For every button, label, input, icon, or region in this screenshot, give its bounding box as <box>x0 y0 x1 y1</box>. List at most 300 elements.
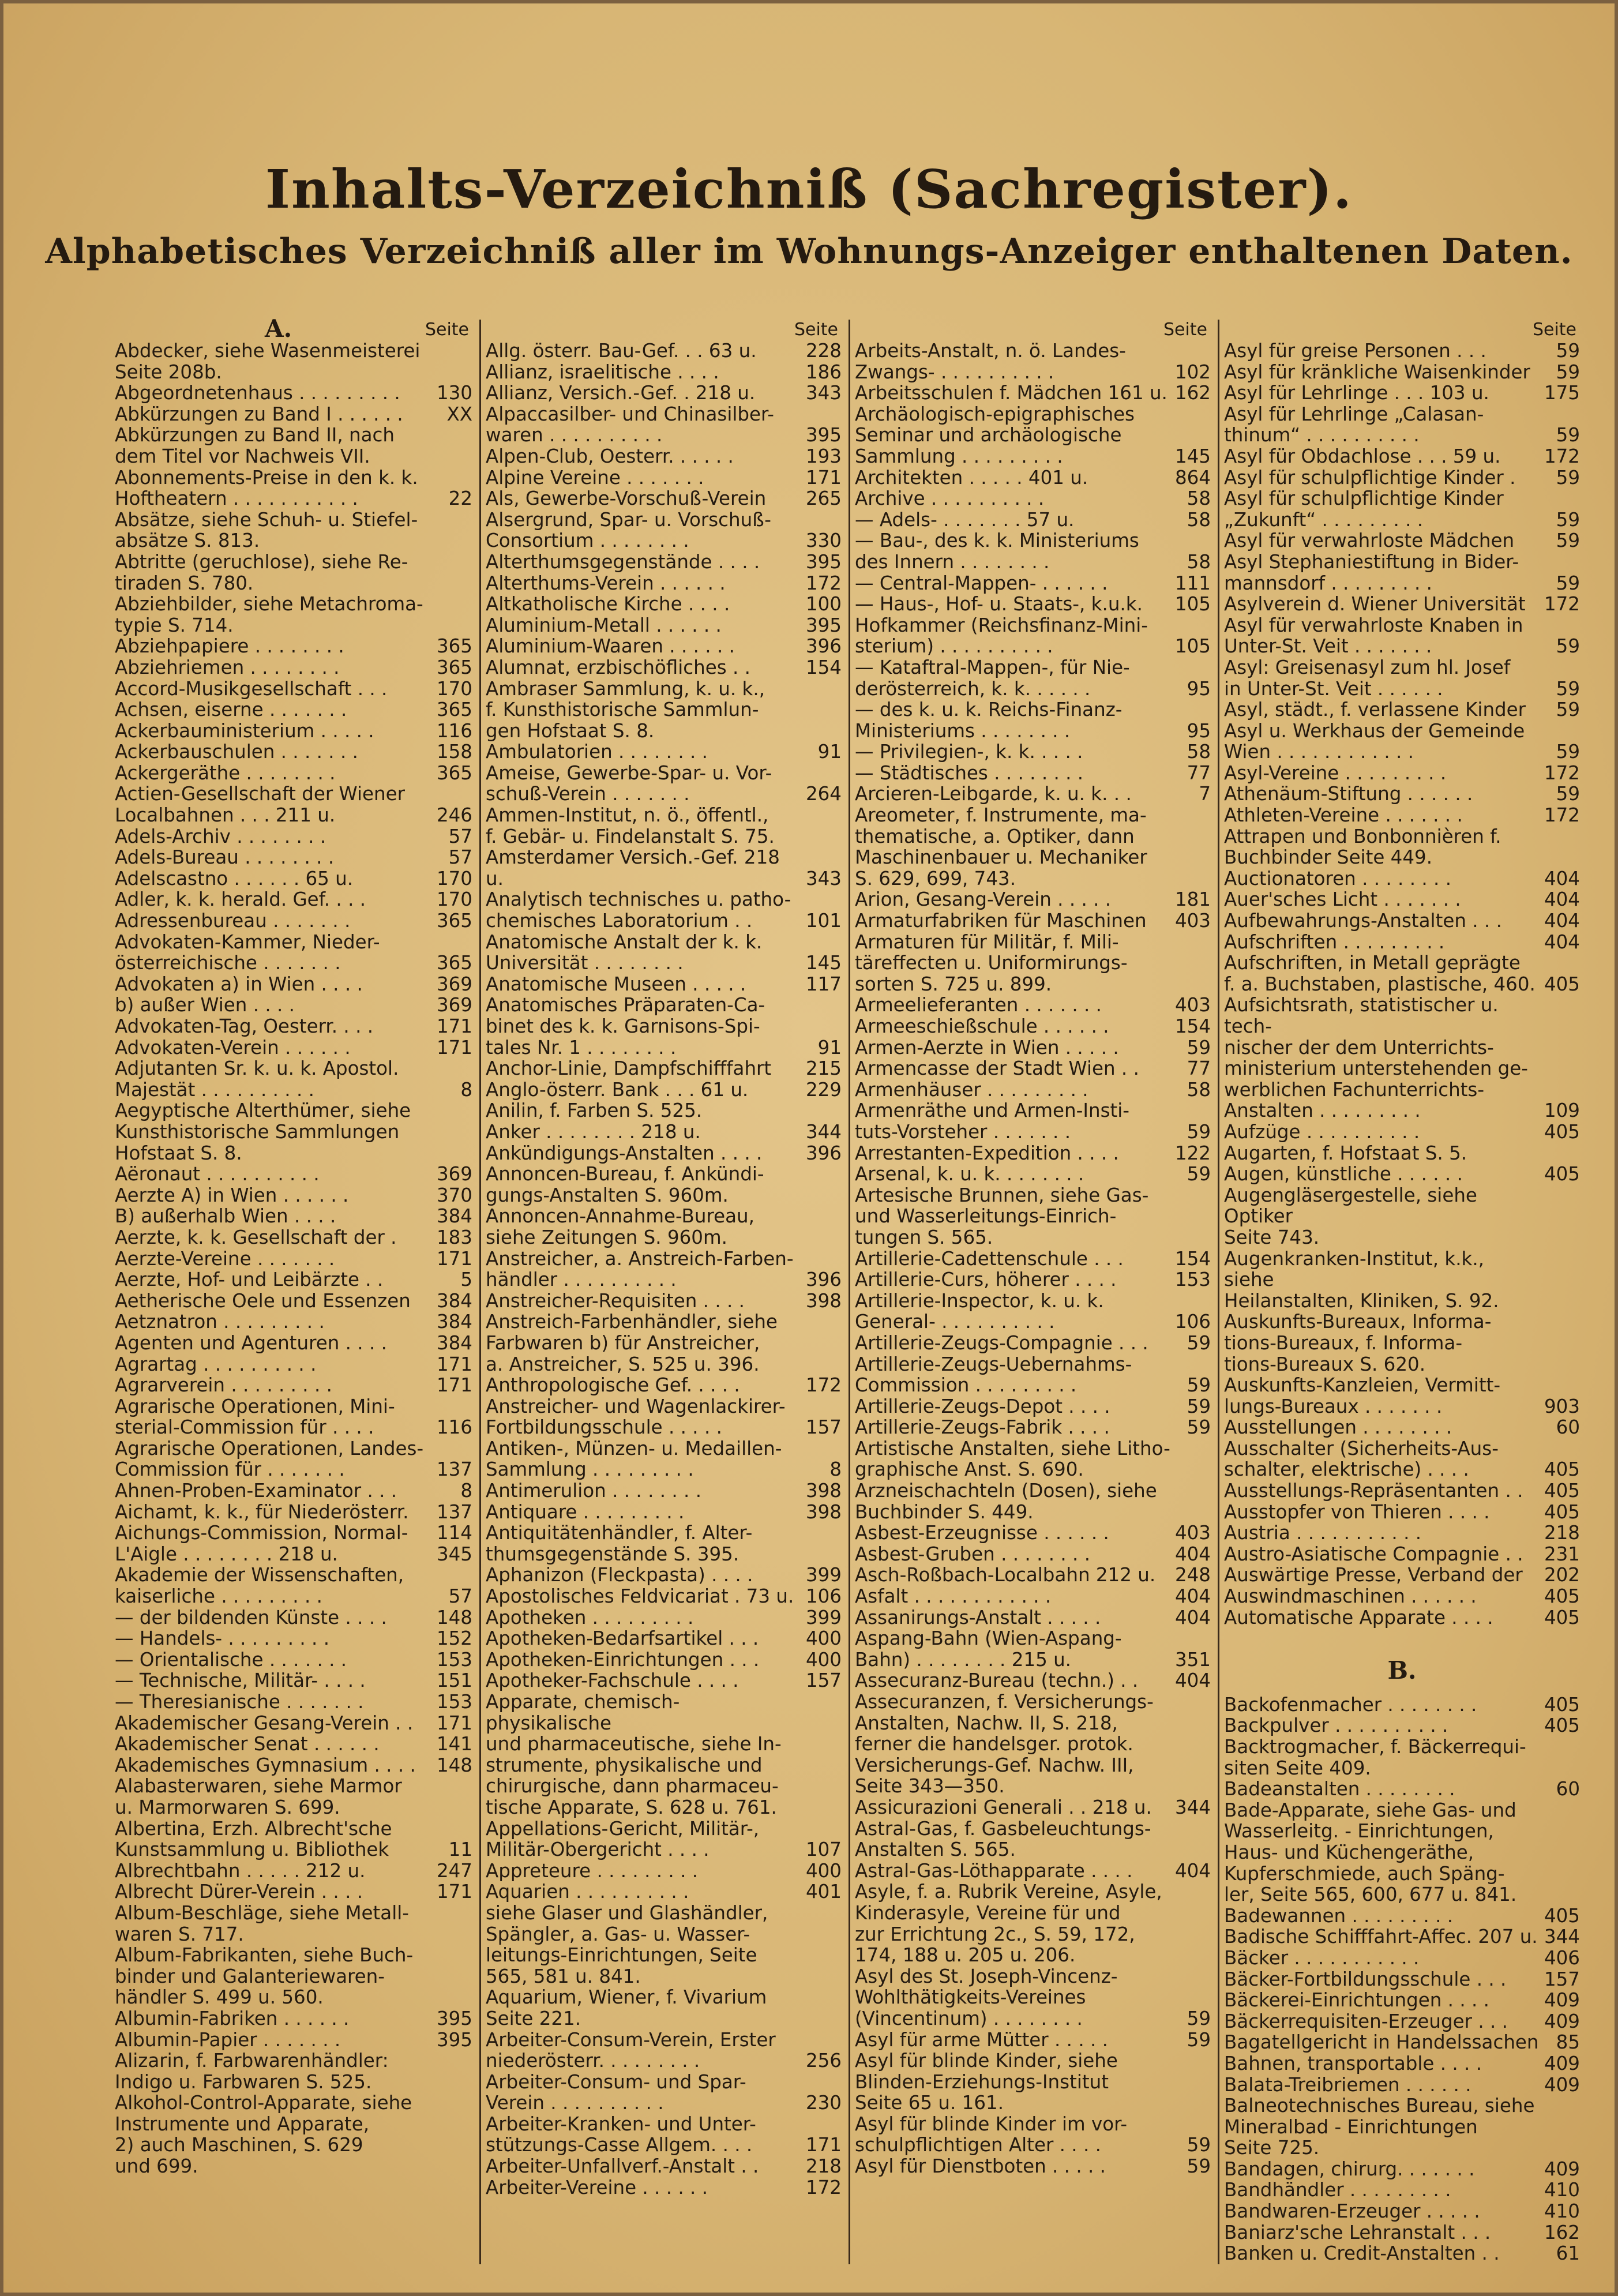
entry-page: 171 <box>436 1881 472 1903</box>
entry-page: 91 <box>817 1036 842 1059</box>
entry-text: Badische Schifffahrt-Affec. 207 u. <box>1224 1926 1538 1948</box>
entry-text: Apotheken . . . . . . . . . <box>486 1606 694 1629</box>
index-entry <box>115 721 472 742</box>
index-entry <box>855 573 1211 594</box>
index-entry <box>115 1522 472 1544</box>
entry-text: Asyl, städt., f. verlassene Kinder <box>1224 699 1526 721</box>
index-entry <box>1224 2095 1580 2159</box>
entry-text: Augengläsergestelle, siehe Optiker Seite 743. <box>1224 1184 1477 1248</box>
entry-text: Advokaten-Verein . . . . . . <box>115 1036 351 1059</box>
index-entry <box>855 1417 1211 1438</box>
entry-page: 59 <box>1556 508 1580 531</box>
index-entry <box>855 1396 1211 1417</box>
entry-page: 230 <box>805 2092 842 2114</box>
entry-page: 59 <box>1556 783 1580 805</box>
index-entry <box>855 2050 1211 2114</box>
entry-page: 130 <box>436 382 472 404</box>
entry-page: 384 <box>436 1311 472 1333</box>
index-entry <box>115 1333 472 1354</box>
index-entry <box>115 657 472 678</box>
index-entry <box>855 1881 1211 1965</box>
entry-page: 59 <box>1556 361 1580 383</box>
entry-page: 172 <box>805 1374 842 1397</box>
entry-text: Arbeiter-Consum- und Spar- Verein . . . . . . . . . . <box>486 2070 746 2114</box>
entry-text: — Bau-, des k. k. Ministeriums des Innern . . . . . . . . <box>855 530 1139 573</box>
entry-text: Asyl für Lehrlinge „Calasan- thinum“ . . . . . . . . . . <box>1224 403 1484 447</box>
entry-page: 59 <box>1556 699 1580 721</box>
index-entry <box>115 678 472 700</box>
entry-page: 171 <box>805 466 842 489</box>
entry-page: 59 <box>1187 1416 1211 1439</box>
index-entry <box>115 699 472 721</box>
entry-text: Aegyptische Alterthümer, siehe Kunsthistorische Sammlungen Hofstaat S. 8. <box>115 1100 411 1164</box>
entry-page: 170 <box>436 677 472 700</box>
entry-text: Augenkranken-Institut, k.k., siehe Heilanstalten, Kliniken, S. 92. <box>1224 1247 1499 1312</box>
entry-text: Balata-Treibriemen . . . . . . <box>1224 2073 1471 2096</box>
entry-page: 365 <box>436 656 472 678</box>
entry-page: 405 <box>1544 1480 1580 1502</box>
index-entry <box>855 1586 1211 1607</box>
entry-page: 60 <box>1556 1416 1580 1439</box>
entry-page: 400 <box>805 1648 842 1671</box>
entry-page: 59 <box>1187 2028 1211 2051</box>
entry-text: Asyl: Greisenasyl zum hl. Josef in Unter-St. Veit . . . . . . <box>1224 656 1511 700</box>
entry-page: 109 <box>1544 1100 1580 1122</box>
entry-page: 406 <box>1544 1946 1580 1969</box>
index-entry <box>115 1058 472 1100</box>
entry-page: 172 <box>1544 445 1580 467</box>
index-entry <box>486 1860 842 1882</box>
entry-text: Ausstellungen . . . . . . . . <box>1224 1416 1452 1439</box>
entry-text: Ausstopfer von Thieren . . . . <box>1224 1500 1490 1523</box>
entry-text: Artillerie-Curs, höherer . . . . <box>855 1269 1117 1291</box>
index-entry <box>486 1206 842 1248</box>
entry-page: 7 <box>1199 783 1211 805</box>
index-entry <box>486 362 842 383</box>
entry-text: Ausschalter (Sicherheits-Aus- schalter, elektrische) . . . . <box>1224 1437 1499 1481</box>
entry-page: 59 <box>1556 572 1580 594</box>
entry-text: Asyl u. Werkhaus der Gemeinde Wien . . . . . . . . . . . . <box>1224 719 1525 763</box>
entry-page: 395 <box>805 550 842 573</box>
index-entry <box>855 805 1211 889</box>
entry-text: Auswindmaschinen . . . . . . <box>1224 1585 1477 1608</box>
entry-text: Architekten . . . . . 401 u. <box>855 466 1088 489</box>
entry-text: Anatomisches Präparaten-Ca- binet des k. k. Garnisons-Spi- tales Nr. 1 . . . . . . . . <box>486 994 765 1059</box>
entry-text: Akademischer Senat . . . . . . <box>115 1733 380 1755</box>
entry-text: Agrartag . . . . . . . . . . <box>115 1353 317 1375</box>
entry-page: 175 <box>1544 382 1580 404</box>
index-entry <box>1224 952 1580 995</box>
entry-text: Advokaten-Tag, Oesterr. . . . <box>115 1015 374 1037</box>
entry-text: Artillerie-Zeugs-Fabrik . . . . <box>855 1416 1110 1439</box>
entry-text: Auskunfts-Kanzleien, Vermitt- lungs-Bureaux . . . . . . . <box>1224 1374 1501 1417</box>
entry-text: Asfalt . . . . . . . . . . . . <box>855 1585 1052 1608</box>
index-entry <box>1224 340 1580 362</box>
entry-text: Apostolisches Feldvicariat . 73 u. <box>486 1585 794 1608</box>
entry-page: 400 <box>805 1627 842 1650</box>
entry-text: Anilin, f. Farben S. 525. <box>486 1100 703 1122</box>
entry-text: Arbeits-Anstalt, n. ö. Landes- Zwangs- . . . . . . . . . . <box>855 340 1126 383</box>
entry-text: Anatomische Anstalt der k. k. Universität . . . . . . . . <box>486 931 763 974</box>
entry-list-b <box>1224 1694 1580 2264</box>
index-entry <box>855 340 1211 382</box>
entry-text: Appellations-Gericht, Militär-, Militär-Obergericht . . . . <box>486 1817 760 1861</box>
entry-text: b) außer Wien . . . . <box>115 994 295 1016</box>
entry-page: 151 <box>436 1670 472 1692</box>
entry-text: Automatische Apparate . . . . <box>1224 1606 1493 1629</box>
entry-text: Abziehbilder, siehe Metachroma- typie S. 714. <box>115 593 423 636</box>
entry-text: Albumin-Papier . . . . . . . <box>115 2028 341 2051</box>
entry-text: Auswärtige Presse, Verband der <box>1224 1564 1523 1586</box>
seite-label: Seite <box>1163 320 1207 340</box>
entry-page: 384 <box>436 1289 472 1312</box>
entry-text: Annoncen-Annahme-Bureau, siehe Zeitungen S. 960m. <box>486 1205 754 1248</box>
index-entry <box>1224 488 1580 530</box>
entry-page: 137 <box>436 1458 472 1481</box>
entry-page: 57 <box>448 825 472 847</box>
index-entry <box>1224 382 1580 404</box>
entry-page: 171 <box>436 1015 472 1037</box>
entry-page: 403 <box>1174 1522 1211 1544</box>
entry-text: Albertina, Erzh. Albrecht'sche Kunstsammlung u. Bibliothek <box>115 1817 392 1861</box>
index-entry <box>1224 2053 1580 2074</box>
index-entry <box>486 1290 842 1312</box>
index-entry <box>1224 1480 1580 1502</box>
entry-text: — Technische, Militär- . . . . <box>115 1670 366 1692</box>
index-entry <box>1224 1990 1580 2011</box>
entry-text: Asyl für Dienstboten . . . . . <box>855 2155 1106 2178</box>
index-entry <box>486 657 842 678</box>
index-entry <box>486 2177 842 2199</box>
entry-text: Anstreicher- und Wagenlackirer- Fortbildungsschule . . . . . <box>486 1395 786 1439</box>
index-entry <box>855 741 1211 763</box>
index-entry <box>486 741 842 763</box>
entry-text: Artesische Brunnen, siehe Gas- und Wasserleitungs-Einrich- tungen S. 565. <box>855 1184 1149 1248</box>
entry-text: Adels-Archiv . . . . . . . . <box>115 825 326 847</box>
entry-text: Analytisch technisches u. patho- chemisches Laboratorium . . <box>486 888 791 932</box>
index-entry <box>1224 1969 1580 1990</box>
entry-page: 405 <box>1544 1693 1580 1716</box>
entry-text: Archive . . . . . . . . . . <box>855 487 1045 510</box>
entry-text: Aerzte, Hof- und Leibärzte . . <box>115 1269 384 1291</box>
entry-page: 157 <box>1544 1968 1580 1990</box>
entry-page: 116 <box>436 1416 472 1439</box>
index-entry <box>1224 1948 1580 1969</box>
entry-text: Aphanizon (Fleckpasta) . . . . <box>486 1564 753 1586</box>
entry-text: Accord-Musikgesellschaft . . . <box>115 677 388 700</box>
page-subtitle: Alphabetisches Verzeichniß aller im Wohnungs-Anzeiger enthaltenen Daten. <box>45 231 1573 272</box>
index-entry <box>855 467 1211 489</box>
entry-text: Anatomische Museen . . . . . <box>486 973 746 995</box>
entry-page: 365 <box>436 952 472 974</box>
entry-page: 384 <box>436 1205 472 1228</box>
entry-text: Abonnements-Preise in den k. k. Hoftheatern . . . . . . . . . . . <box>115 466 418 510</box>
entry-page: 114 <box>436 1522 472 1544</box>
index-entry <box>1224 1311 1580 1375</box>
entry-text: Auctionatoren . . . . . . . . <box>1224 867 1452 890</box>
entry-text: Assanirungs-Anstalt . . . . . <box>855 1606 1101 1629</box>
entry-page: 59 <box>1187 1163 1211 1185</box>
entry-page: 57 <box>448 846 472 869</box>
entry-text: Alkohol-Control-Apparate, siehe Instrumente und Apparate, 2) auch Maschinen, S. 629 und 699. <box>115 2092 412 2178</box>
entry-text: Bäcker-Fortbildungsschule . . . <box>1224 1968 1507 1990</box>
entry-page: 95 <box>1187 677 1211 700</box>
page-title: Inhalts-Verzeichniß (Sachregister). <box>265 158 1353 220</box>
index-entry <box>486 805 842 847</box>
index-entry <box>486 678 842 742</box>
entry-text: siehe Glaser und Glashändler, Spängler, a. Gas- u. Wasser- leitungs-Einrichtungen, Seite 565, 581 u. 841. <box>486 1901 768 1987</box>
entry-text: Achsen, eiserne . . . . . . . <box>115 699 347 721</box>
entry-page: 404 <box>1174 1670 1211 1692</box>
entry-text: Armenräthe und Armen-Insti- tuts-Vorsteher . . . . . . . <box>855 1100 1129 1143</box>
index-entry <box>1224 1694 1580 1716</box>
entry-page: 153 <box>436 1648 472 1671</box>
entry-page: 59 <box>1187 1331 1211 1354</box>
entry-text: Adressenbureau . . . . . . . <box>115 910 351 932</box>
entry-text: Asyl für greise Personen . . . <box>1224 340 1486 362</box>
index-entry <box>486 1248 842 1290</box>
entry-text: Alsergrund, Spar- u. Vorschuß- Consortium . . . . . . . . <box>486 508 771 552</box>
index-entry <box>486 340 842 362</box>
index-entry <box>1224 2074 1580 2096</box>
entry-page: 170 <box>436 867 472 890</box>
index-entry <box>855 1628 1211 1670</box>
entry-page: 410 <box>1544 2179 1580 2201</box>
entry-page: 5 <box>460 1269 472 1291</box>
entry-text: Alizarin, f. Farbwarenhändler: Indigo u. Farbwaren S. 525. <box>115 2050 389 2093</box>
entry-page: 59 <box>1187 2007 1211 2029</box>
entry-text: Asylverein d. Wiener Universität <box>1224 593 1526 616</box>
entry-text: Akademie der Wissenschaften, kaiserliche . . . . . . . . . <box>115 1564 404 1608</box>
entry-page: 405 <box>1544 1715 1580 1737</box>
index-entry <box>855 783 1211 805</box>
index-entry <box>115 1713 472 1734</box>
index-entry <box>1224 763 1580 784</box>
entry-page: 395 <box>805 424 842 447</box>
entry-page: 370 <box>436 1184 472 1206</box>
index-entry <box>855 404 1211 467</box>
entry-text: Arbeiter-Consum-Verein, Erster niederösterr. . . . . . . . . <box>486 2028 776 2072</box>
index-entry <box>115 1164 472 1185</box>
index-entry <box>115 1185 472 1206</box>
entry-page: 154 <box>1174 1015 1211 1037</box>
entry-page: 141 <box>436 1733 472 1755</box>
index-entry <box>486 573 842 594</box>
entry-text: Baniarz'sche Lehranstalt . . . <box>1224 2221 1491 2244</box>
entry-text: Artillerie-Cadettenschule . . . <box>855 1247 1124 1270</box>
index-entry <box>1224 889 1580 910</box>
index-entry <box>1224 1248 1580 1312</box>
entry-page: 330 <box>805 530 842 552</box>
index-entry <box>486 552 842 573</box>
entry-text: Aetznatron . . . . . . . . . <box>115 1311 325 1333</box>
entry-page: 395 <box>436 2007 472 2029</box>
index-entry <box>855 1333 1211 1354</box>
index-entry <box>115 974 472 995</box>
entry-page: 105 <box>1174 635 1211 658</box>
entry-text: Anstreich-Farbenhändler, siehe Farbwaren b) für Anstreicher, a. Anstreicher, S. 525 u. 396. <box>486 1311 778 1375</box>
entry-page: 59 <box>1556 466 1580 489</box>
entry-text: Bandagen, chirurg. . . . . . . <box>1224 2158 1475 2180</box>
entry-text: Aluminium-Metall . . . . . . <box>486 614 722 636</box>
entry-page: 345 <box>436 1543 472 1565</box>
entry-page: 398 <box>805 1500 842 1523</box>
entry-page: 105 <box>1174 593 1211 616</box>
column-header <box>115 314 472 343</box>
entry-text: Aquarium, Wiener, f. Vivarium Seite 221. <box>486 1986 767 2029</box>
entry-page: 171 <box>436 1374 472 1397</box>
entry-page: 172 <box>1544 593 1580 616</box>
index-entry <box>115 1375 472 1396</box>
index-entry <box>1224 1607 1580 1629</box>
index-entry <box>1224 1185 1580 1248</box>
index-entry <box>855 1164 1211 1185</box>
entry-text: Abkürzungen zu Band I . . . . . . <box>115 403 403 425</box>
index-entry <box>855 1966 1211 2029</box>
index-entry <box>1224 699 1580 721</box>
entry-page: 59 <box>1556 530 1580 552</box>
index-entry <box>486 1164 842 1206</box>
entry-text: Asyl für Lehrlinge . . . 103 u. <box>1224 382 1489 404</box>
index-entry <box>486 2029 842 2072</box>
entry-text: Aichamt, k. k., für Niederösterr. <box>115 1500 409 1523</box>
entry-text: Austro-Asiatische Compagnie . . <box>1224 1543 1523 1565</box>
index-entry <box>486 467 842 489</box>
entry-page: 404 <box>1174 1606 1211 1629</box>
seite-label: Seite <box>794 320 838 340</box>
index-entry <box>1224 1438 1580 1480</box>
index-entry <box>115 2050 472 2092</box>
entry-text: Album-Fabrikanten, siehe Buch- binder und Galanteriewaren- händler S. 499 u. 560. <box>115 1944 414 2009</box>
entry-page: 170 <box>436 888 472 911</box>
entry-text: Asyl für verwahrloste Mädchen <box>1224 530 1515 552</box>
entry-text: Alumnat, erzbischöfliches . . <box>486 656 751 678</box>
entry-page: 409 <box>1544 1989 1580 2012</box>
index-entry <box>486 1143 842 1164</box>
index-entry <box>855 1016 1211 1037</box>
entry-text: Apotheken-Bedarfsartikel . . . <box>486 1627 759 1650</box>
index-entry <box>115 1480 472 1502</box>
entry-page: 343 <box>805 382 842 404</box>
entry-page: 405 <box>1544 1163 1580 1185</box>
entry-page: 365 <box>436 910 472 932</box>
index-entry <box>855 1818 1211 1860</box>
entry-page: 59 <box>1187 1395 1211 1417</box>
entry-page: 77 <box>1187 761 1211 784</box>
entry-page: 395 <box>436 2028 472 2051</box>
entry-text: Asch-Roßbach-Localbahn 212 u. <box>855 1564 1156 1586</box>
entry-text: Adels-Bureau . . . . . . . . <box>115 846 335 869</box>
entry-text: Asyl für blinde Kinder, siehe Blinden-Erziehungs-Institut Seite 65 u. 161. <box>855 2050 1118 2114</box>
entry-text: — Theresianische . . . . . . . <box>115 1691 364 1713</box>
index-entry <box>1224 362 1580 383</box>
entry-text: Albumin-Fabriken . . . . . . <box>115 2007 350 2029</box>
index-column-2 <box>479 320 849 2264</box>
index-entry <box>486 1100 842 1121</box>
index-entry <box>486 1565 842 1586</box>
entry-text: Badewannen . . . . . . . . . <box>1224 1904 1454 1927</box>
entry-text: Bäckerei-Einrichtungen . . . . <box>1224 1989 1489 2012</box>
entry-page: 172 <box>805 2176 842 2199</box>
index-entry <box>855 594 1211 615</box>
index-entry <box>486 1311 842 1375</box>
entry-text: Adelscastno . . . . . . 65 u. <box>115 867 354 890</box>
entry-text: Aëronaut . . . . . . . . . . <box>115 1163 320 1185</box>
section-letter: A. <box>265 314 292 343</box>
index-entry <box>486 509 842 552</box>
entry-text: — Handels- . . . . . . . . . <box>115 1627 330 1650</box>
entry-page: 864 <box>1174 466 1211 489</box>
index-entry <box>855 1269 1211 1290</box>
entry-page: 344 <box>805 1120 842 1143</box>
entry-text: Asyl für verwahrloste Knaben in Unter-St. Veit . . . . . . . <box>1224 614 1523 658</box>
entry-page: 231 <box>1544 1543 1580 1565</box>
index-entry <box>1224 1779 1580 1800</box>
index-entry <box>855 1079 1211 1101</box>
entry-text: Abdecker, siehe Wasenmeisterei Seite 208b. <box>115 340 421 383</box>
entry-page: 398 <box>805 1289 842 1312</box>
entry-page: 158 <box>436 741 472 763</box>
index-column-4 <box>1218 320 1587 2264</box>
entry-text: Anchor-Linie, Dampfschifffahrt <box>486 1057 772 1080</box>
index-entry <box>1224 1417 1580 1438</box>
index-entry <box>1224 1143 1580 1164</box>
index-entry <box>855 488 1211 509</box>
entry-text: Altkatholische Kirche . . . . <box>486 593 730 616</box>
entry-page: 344 <box>1544 1926 1580 1948</box>
index-entry <box>115 1227 472 1248</box>
entry-text: Auer'sches Licht . . . . . . . <box>1224 888 1461 911</box>
entry-text: Athleten-Vereine . . . . . . . <box>1224 804 1463 827</box>
entry-text: Arbeiter-Unfallverf.-Anstalt . . <box>486 2155 759 2178</box>
index-entry <box>855 2029 1211 2051</box>
index-entry <box>486 847 842 889</box>
index-entry <box>486 1522 842 1565</box>
entry-page: 369 <box>436 1163 472 1185</box>
entry-page: 58 <box>1187 550 1211 573</box>
entry-text: Arbeiter-Kranken- und Unter- stützungs-Casse Allgem. . . . <box>486 2113 756 2156</box>
index-entry <box>486 1058 842 1079</box>
index-entry <box>855 1185 1211 1248</box>
index-entry <box>1224 2179 1580 2201</box>
index-entry <box>1224 1121 1580 1143</box>
index-entry <box>486 1607 842 1629</box>
index-entry <box>1224 1544 1580 1565</box>
entry-text: Abziehriemen . . . . . . . . <box>115 656 340 678</box>
entry-page: 8 <box>460 1078 472 1101</box>
entry-page: 171 <box>436 1712 472 1734</box>
index-entry <box>486 594 842 615</box>
index-entry <box>486 1121 842 1143</box>
entry-page: 172 <box>1544 761 1580 784</box>
entry-text: Artistische Anstalten, siehe Litho- graphische Anst. S. 690. <box>855 1437 1170 1481</box>
index-entry <box>486 1670 842 1691</box>
entry-page: 202 <box>1544 1564 1580 1586</box>
index-entry <box>115 932 472 974</box>
entry-page: 85 <box>1556 2031 1580 2054</box>
entry-text: Abgeordnetenhaus . . . . . . . . . <box>115 382 400 404</box>
index-entry <box>486 1987 842 2029</box>
entry-text: Antiken-, Münzen- u. Medaillen- Sammlung . . . . . . . . . <box>486 1437 782 1481</box>
entry-text: Assecuranzen, f. Versicherungs- Anstalten, Nachw. II, S. 218, ferner die handelsger. protok. Versicherungs-Gef. Nachw. III, Seite 343—350. <box>855 1691 1154 1798</box>
entry-page: 369 <box>436 973 472 995</box>
entry-page: XX <box>446 403 472 425</box>
entry-text: Bandwaren-Erzeuger . . . . . <box>1224 2200 1480 2223</box>
index-entry <box>486 1649 842 1671</box>
index-entry <box>115 1311 472 1333</box>
entry-text: Adler, k. k. herald. Gef. . . . <box>115 888 366 911</box>
index-columns <box>110 314 1610 2265</box>
